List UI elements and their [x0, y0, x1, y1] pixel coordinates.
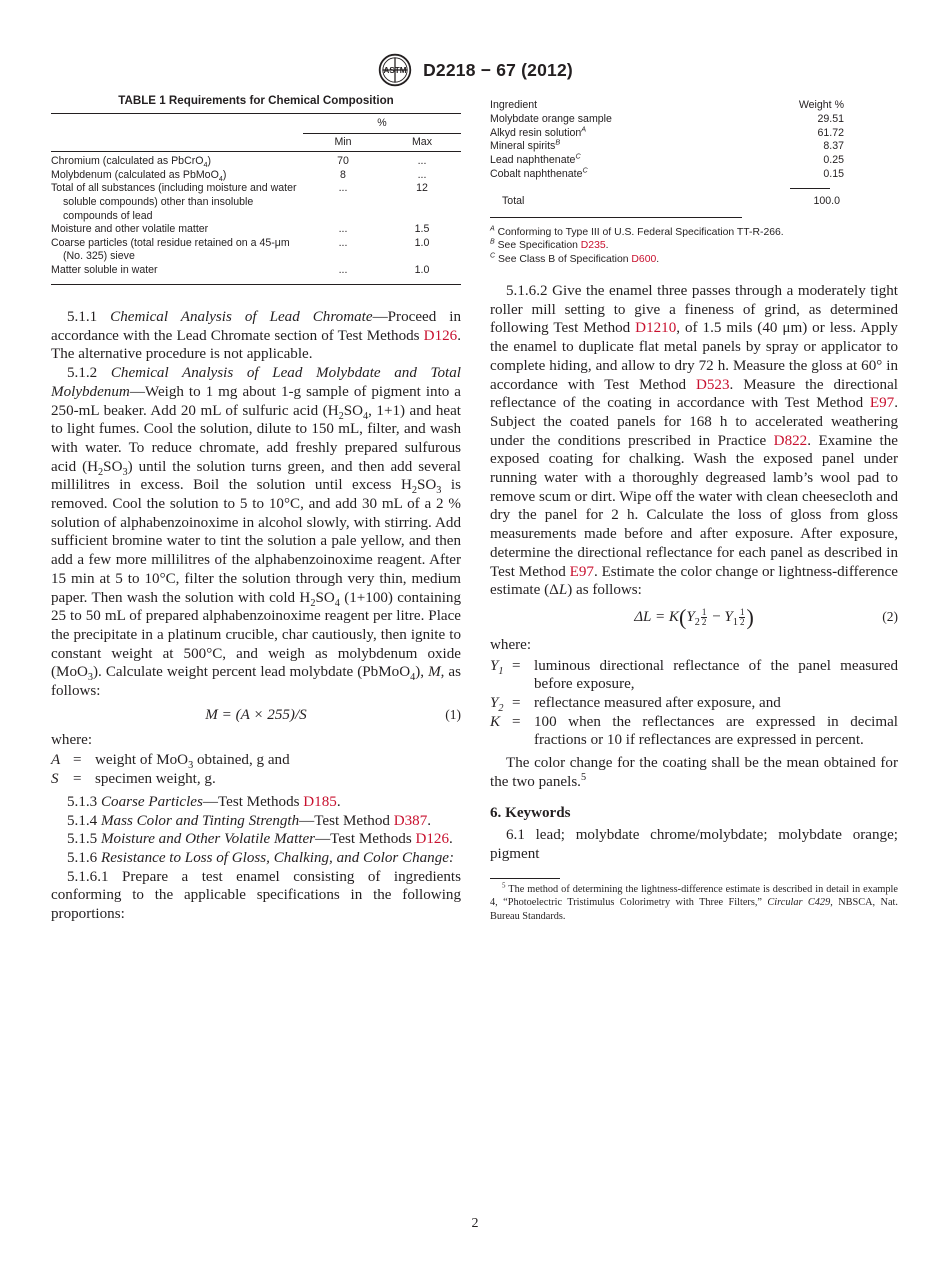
equation-1-body: M = (A × 255)/S: [205, 706, 307, 723]
table-1-chemical-composition: [51, 94, 461, 285]
equation-1: [51, 701, 461, 729]
ref-d523-link[interactable]: D523: [695, 376, 730, 393]
section-5-1-2: 5.1.2 Chemical Analysis of Lead Molybdate and Total Molybdenum—Weigh to 1 mg about 1-g sample of pigment into a 250-mL beaker. Add 20 mL of sulfuric acid ($H_2SO_4$, 1+1) and heat to light fumes. Cool the solution, dilute to 150 mL, filter, and wash with water. To reduce chromate, add freshly prepared sulfurous acid $(H_2SO_3)$ until the solution turns green, and then add several millilitres in excess. Boil the solution until excess $H_2SO_3$ is removed. Cool the solution to 5 to 10°C, and add 30 mL of a 2 % solution of alphabenzoinoxime in alcohol slowly, with stirring. Add sufficient bromine water to tint the solution a pale yellow, and then add a few more millilitres of the alphabenzoinoxime reagent. After 15 min at 5 to 10°C, filter the solution through very thin, medium paper. Then wash the solution with cold $H_2SO_4$ (1+100) containing 25 to 50 mL of prepared alphabenzoinoxime reagent per litre. Place the precipitate in a platinum crucible, char cautiously, then ignite to constant weight at 500°C, and weigh as molybdenum oxide (MoO$_3$). Calculate weight percent lead molybdate (PbMoO$_4$), M, as follows:: [51, 365, 462, 700]
ingredient-row: Lead naphthenate$^C$ 0.25: [490, 151, 844, 167]
definitions-list: [51, 751, 461, 788]
document-designation: D2218 − 67 (2012): [423, 59, 573, 80]
definitions-list-2: [490, 657, 898, 751]
where-label: where:: [51, 731, 93, 748]
composition-table: [51, 113, 461, 285]
table-footnote: $^B$ See Specification D235.: [490, 238, 609, 252]
col-min-header: Min: [303, 133, 383, 152]
section-5-1-3: 5.1.3 Coarse Particles—Test Methods D185.: [67, 793, 341, 810]
ref-d235-link[interactable]: D235: [580, 240, 606, 252]
section-5-1-1: 5.1.1 Chemical Analysis of Lead Chromate—Proceed in accordance with the Lead Chromate section of Test Methods D126. The alternative procedure is not applicable.: [51, 309, 461, 363]
definition-item: $Y_1$ = luminous directional reflectance of the panel measured before exposure,: [490, 657, 898, 693]
ref-d600-link[interactable]: D600: [631, 253, 657, 265]
ingredient-row: Mineral spirits$^B$ 8.37: [490, 137, 844, 153]
ref-e97-link[interactable]: E97: [869, 395, 895, 412]
page-header: [0, 52, 950, 88]
ref-e97-link-2[interactable]: E97: [569, 563, 594, 580]
footnote-5: $^5$ The method of determining the lightness-difference estimate is described in detail in example 4, “Photoelectric Tristimulus Colorimetry with Three Filters,” Circular C429, NBSCA, Nat. Bureau Standards.: [490, 881, 898, 922]
weight-col-header: Weight %: [798, 99, 844, 111]
sum-rule: [790, 188, 830, 195]
section-5-1-6: 5.1.6 Resistance to Loss of Gloss, Chalking, and Color Change:: [67, 849, 454, 866]
ref-d822-link[interactable]: D822: [773, 432, 808, 449]
unit-header: %: [303, 114, 461, 134]
ingredient-total-row: Total 100.0: [502, 194, 840, 207]
table-row: Molybdenum (calculated as PbMoO$_4$) 8 ...: [51, 168, 427, 183]
section-6-heading: 6. Keywords: [490, 804, 571, 821]
table-row: Chromium (calculated as PbCrO$_4$) 70 ...: [51, 155, 427, 170]
ingredient-row: Molybdate orange sample 29.51: [490, 112, 844, 125]
table-header-row: [51, 133, 461, 152]
keywords-paragraph: 6.1 lead; molybdate chrome/molybdate; molybdate orange; pigment: [490, 827, 898, 862]
footnote-rule: [490, 878, 560, 879]
astm-logo-icon: [377, 52, 413, 88]
svg-text:ASTM: ASTM: [383, 66, 407, 76]
page-number: 2: [471, 1216, 479, 1231]
where-label-2: where:: [490, 636, 532, 653]
table-row: Coarse particles (total residue retained on a 45-μm (No. 325) sieve ... 1.0: [51, 236, 430, 263]
ref-d185-link[interactable]: D185: [303, 793, 337, 810]
ingredient-row: Alkyd resin solution$^A$ 61.72: [490, 124, 844, 139]
col-max-header: Max: [383, 133, 461, 152]
footnote-5-marker: 5: [580, 771, 587, 783]
equation-2-body: $\Delta L = K(Y_2$ $\frac{1}{2}$ − $Y_1$ $\frac{1}{2}$ ): [634, 604, 754, 630]
table-footnotes: [490, 226, 850, 267]
definition-item: S = specimen weight, g.: [51, 771, 216, 788]
ref-d1210-link[interactable]: D1210: [635, 320, 677, 337]
ref-d126-link[interactable]: D126: [423, 327, 458, 344]
table-footnote: $^C$ See Class B of Specification D600.: [490, 252, 660, 265]
definition-item: K = 100 when the reflectances are expressed in decimal fractions or 10 if reflectances are expressed in percent.: [490, 713, 898, 749]
ingredients-header-row: [490, 99, 850, 113]
table-unit-row: [51, 114, 461, 134]
table-bottom-rule: [51, 278, 461, 285]
table-1-title: TABLE 1 Requirements for Chemical Composition: [118, 94, 394, 107]
equation-1-number: (1): [445, 706, 461, 722]
definition-item: A = weight of MoO$_3$ obtained, g and: [51, 752, 290, 772]
ingredient-col-header: Ingredient: [490, 99, 538, 111]
ingredient-row: Cobalt naphthenate$^C$ 0.15: [490, 165, 844, 180]
table-row: Matter soluble in water ... 1.0: [51, 263, 430, 276]
table-row: Total of all substances (including moisture and water soluble compounds) other than insoluble compounds of lead ... 12: [51, 182, 428, 222]
section-5-1-4: 5.1.4 Mass Color and Tinting Strength—Test Method D387.: [67, 812, 432, 829]
definition-item: $Y_2$ = reflectance measured after exposure, and: [490, 695, 781, 715]
left-column-body: [51, 308, 461, 924]
table-end-rule: [490, 217, 742, 218]
right-column-body: [490, 282, 898, 923]
section-5-1-6-1: 5.1.6.1 Prepare a test enamel consisting of ingredients conforming to the applicable specifications in the following proportions:: [51, 868, 461, 923]
section-5-1-6-2: 5.1.6.2 Give the enamel three passes through a moderately tight roller mill setting to give a fineness of grind, as determined following Test Method D1210, of 1.5 mils (40 μm) or less. Apply the enamel to duplicate flat metal panels by spray or applicator to complete hiding, and allow to dry 72 h. Measure the gloss at 60° in accordance with Test Method D523. Measure the directional reflectance of the coating in accordance with Test Method E97. Subject the coated panels for 168 h to accelerated weathering under the conditions prescribed in Practice D822. Examine the exposed coating for chalking. Wash the exposed panel under running water with a thoroughly degreased lamb’s wool pad to remove scum or dirt. Wipe off the water with clean cheesecloth and dry the panel for 2 h. Calculate the loss of gloss from gloss measurements made before and after exposure. After exposure, determine the directional reflectance for each panel as described in Test Method E97. Estimate the color change or lightness-difference estimate (ΔL) as follows:: [490, 283, 899, 599]
table-row: Moisture and other volatile matter ... 1.5: [51, 223, 430, 236]
color-change-paragraph: The color change for the coating shall be the mean obtained for the two panels.$^5$: [490, 755, 898, 790]
equation-2-number: (2): [882, 608, 898, 624]
ref-d387-link[interactable]: D387: [393, 812, 428, 829]
ingredients-table: [490, 99, 850, 266]
table-footnote: $^A$ Conforming to Type III of U.S. Federal Specification TT-R-266.: [490, 225, 784, 238]
section-5-1-5: 5.1.5 Moisture and Other Volatile Matter—Test Methods D126.: [67, 831, 453, 848]
ref-d126-link-2[interactable]: D126: [415, 831, 450, 848]
equation-2: [490, 600, 898, 634]
